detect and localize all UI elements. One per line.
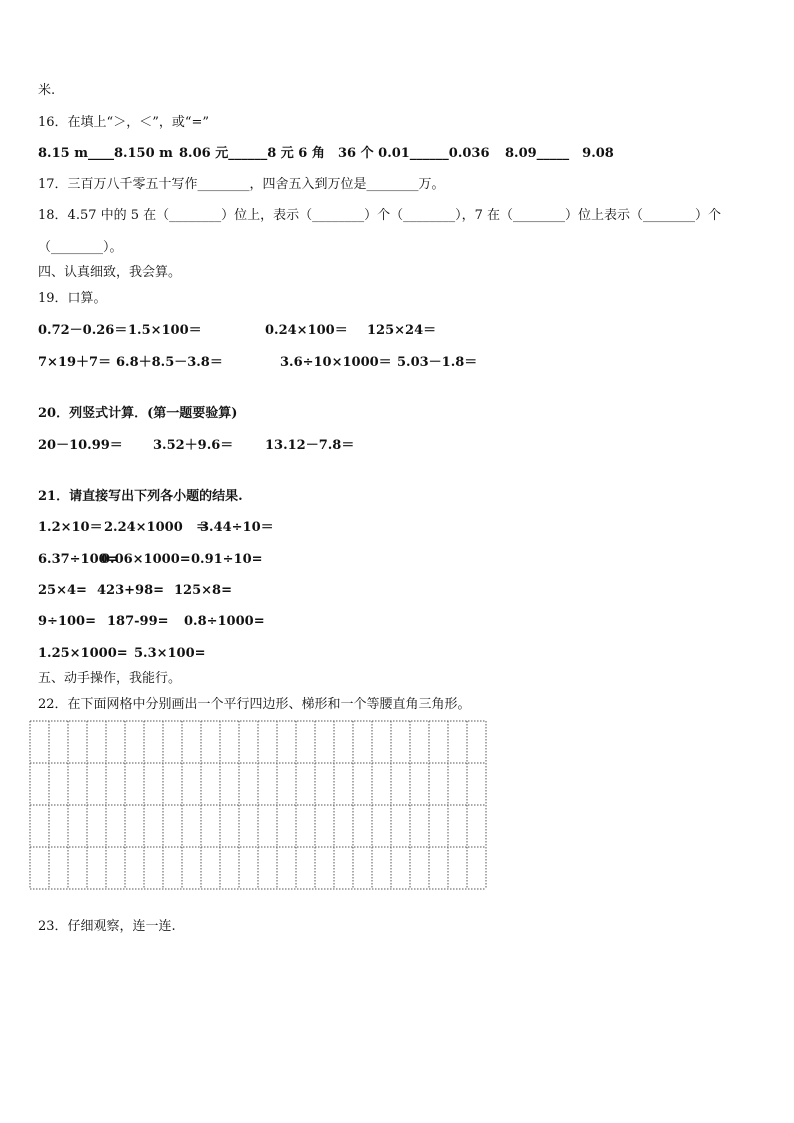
- q18-line2: （________）。: [38, 240, 123, 255]
- drawing-grid[interactable]: [29, 720, 487, 890]
- q21-r2-b: 0.06×1000=: [101, 552, 191, 567]
- q21-r1-b: 2.24×1000 ＝: [104, 520, 209, 535]
- q21-r5-a: 1.25×1000=: [38, 646, 128, 661]
- q21-r4-b: 187-99=: [107, 614, 169, 629]
- q22: 22．在下面网格中分别画出一个平行四边形、梯形和一个等腰直角三角形。: [38, 697, 471, 712]
- q19-r1-d: 125×24＝: [367, 323, 437, 338]
- q21-title: 21．请直接写出下列各小题的结果.: [38, 489, 243, 504]
- q16-b: 8.06 元______8 元 6 角: [179, 146, 325, 161]
- q20-b: 3.52＋9.6＝: [153, 438, 234, 453]
- q18-line1: 18．4.57 中的 5 在（________）位上，表示（________）个（________），7 在（________）位上表示（________）个: [38, 208, 722, 223]
- q21-r1-c: 3.44÷10＝: [200, 520, 274, 535]
- section-5-heading: 五、动手操作，我能行。: [38, 671, 182, 686]
- q21-r3-c: 125×8=: [174, 583, 232, 598]
- q20-a: 20－10.99＝: [38, 438, 123, 453]
- q20-c: 13.12－7.8＝: [265, 438, 355, 453]
- q16-a: 8.15 m____8.150 m: [38, 146, 173, 161]
- q21-r2-c: 0.91÷10=: [191, 552, 263, 567]
- q19-title: 19．口算。: [38, 291, 107, 306]
- q19-r1-b: 1.5×100＝: [128, 323, 202, 338]
- q21-r3-b: 423+98=: [97, 583, 165, 598]
- q19-r2-b: 6.8＋8.5－3.8＝: [116, 355, 223, 370]
- q21-r4-a: 9÷100=: [38, 614, 96, 629]
- q17: 17．三百万八千零五十写作________，四舍五入到万位是________万。: [38, 177, 445, 192]
- q20-title: 20．列竖式计算．(第一题要验算): [38, 406, 238, 421]
- line-mi: 米.: [38, 83, 56, 98]
- q21-r4-c: 0.8÷1000=: [184, 614, 265, 629]
- q21-r5-b: 5.3×100=: [134, 646, 206, 661]
- q16-c: 36 个 0.01______0.036: [338, 146, 490, 161]
- q19-r1-a: 0.72－0.26＝: [38, 323, 128, 338]
- q21-r1-a: 1.2×10＝: [38, 520, 103, 535]
- q21-r2-a: 6.37÷100=: [38, 552, 119, 567]
- q19-r2-a: 7×19＋7＝: [38, 355, 112, 370]
- q16-d: 8.09_____ 9.08: [505, 146, 614, 161]
- q23: 23．仔细观察，连一连.: [38, 919, 176, 934]
- q19-r2-d: 5.03－1.8＝: [397, 355, 478, 370]
- q19-r1-c: 0.24×100＝: [265, 323, 348, 338]
- q19-r2-c: 3.6÷10×1000＝: [280, 355, 392, 370]
- q16-title: 16．在填上“＞，＜”，或“=”: [38, 115, 210, 130]
- q21-r3-a: 25×4=: [38, 583, 87, 598]
- section-4-heading: 四、认真细致，我会算。: [38, 265, 182, 280]
